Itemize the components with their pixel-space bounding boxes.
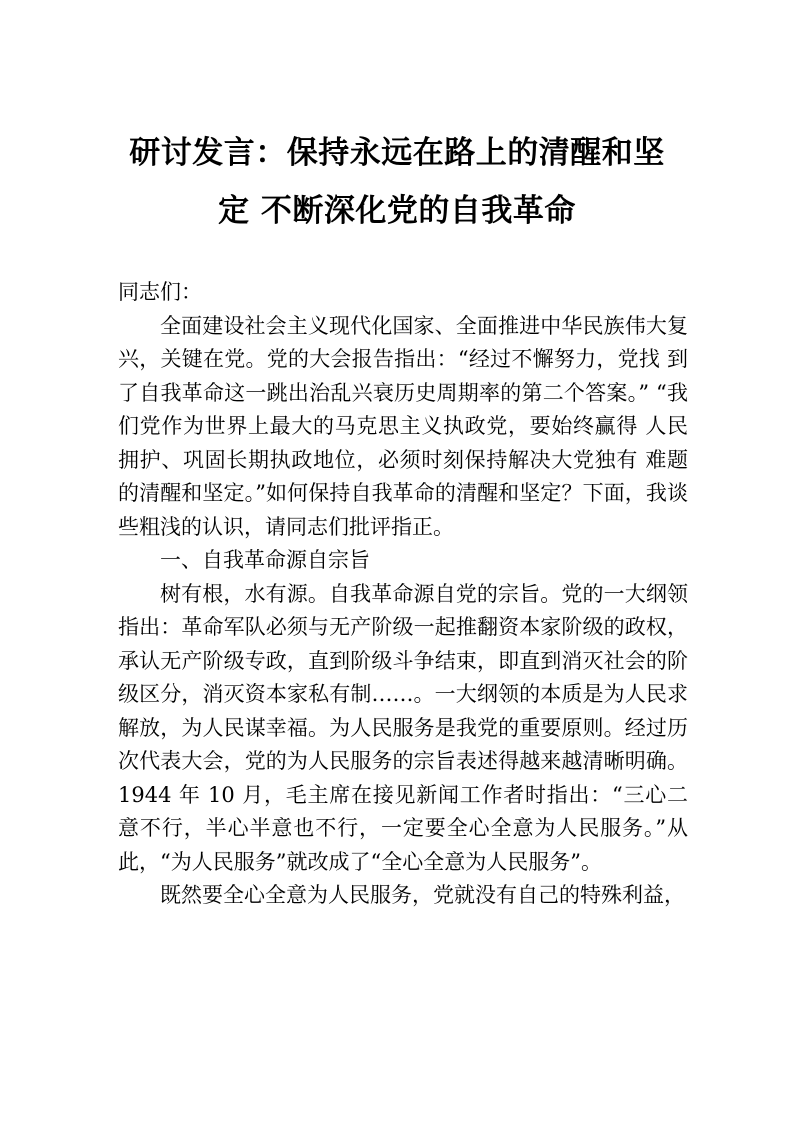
paragraph-continued: 既然要全心全意为人民服务，党就没有自己的特殊利益， — [160, 883, 685, 907]
paragraph-section-1: 树有根，水有源。自我革命源自党的宗旨。党的一大纲领指出：革命军队必须与无产阶级一起推翻资本家阶级的政权，承认无产阶级专政，直到阶级斗争结束，即直到消灭社会的阶级区分，消灭资本家私有制……。一大纲领的本质是为人民求解放，为人民谋幸福。为人民服务是我党的重要原则。经过历次代表大会，党的为人民服务的宗旨表述得越来越清晰明确。1944 年 10 月，毛主席在接见新闻工作者时指出：“三心二意不行，半心半意也不行，一定要全心全意为人民服务。”从此，“为人民服务”就改成了“全心全意为人民服务”。 — [118, 581, 688, 874]
paragraph-intro: 全面建设社会主义现代化国家、全面推进中华民族伟大复兴，关键在党。党的大会报告指出：“经过不懈努力，党找 到了自我革命这一跳出治乱兴衰历史周期率的第二个答案。” “我们党作为世界上最大的马克思主义执政党，要始终赢得 人民拥护、巩固长期执政地位，必须时刻保持解决大党独有 难题的清醒和坚定。”如何保持自我革命的清醒和坚定？下面，我谈些粗浅的认识，请同志们批评指正。 — [118, 313, 688, 539]
document-title-line-2: 定 不断深化党的自我革命 — [218, 193, 576, 229]
salutation: 同志们： — [118, 280, 202, 304]
document-body — [118, 276, 688, 913]
document-title-line-1: 研讨发言：保持永远在路上的清醒和坚 — [129, 135, 665, 171]
section-heading-1: 一、自我革命源自宗旨 — [160, 548, 370, 572]
